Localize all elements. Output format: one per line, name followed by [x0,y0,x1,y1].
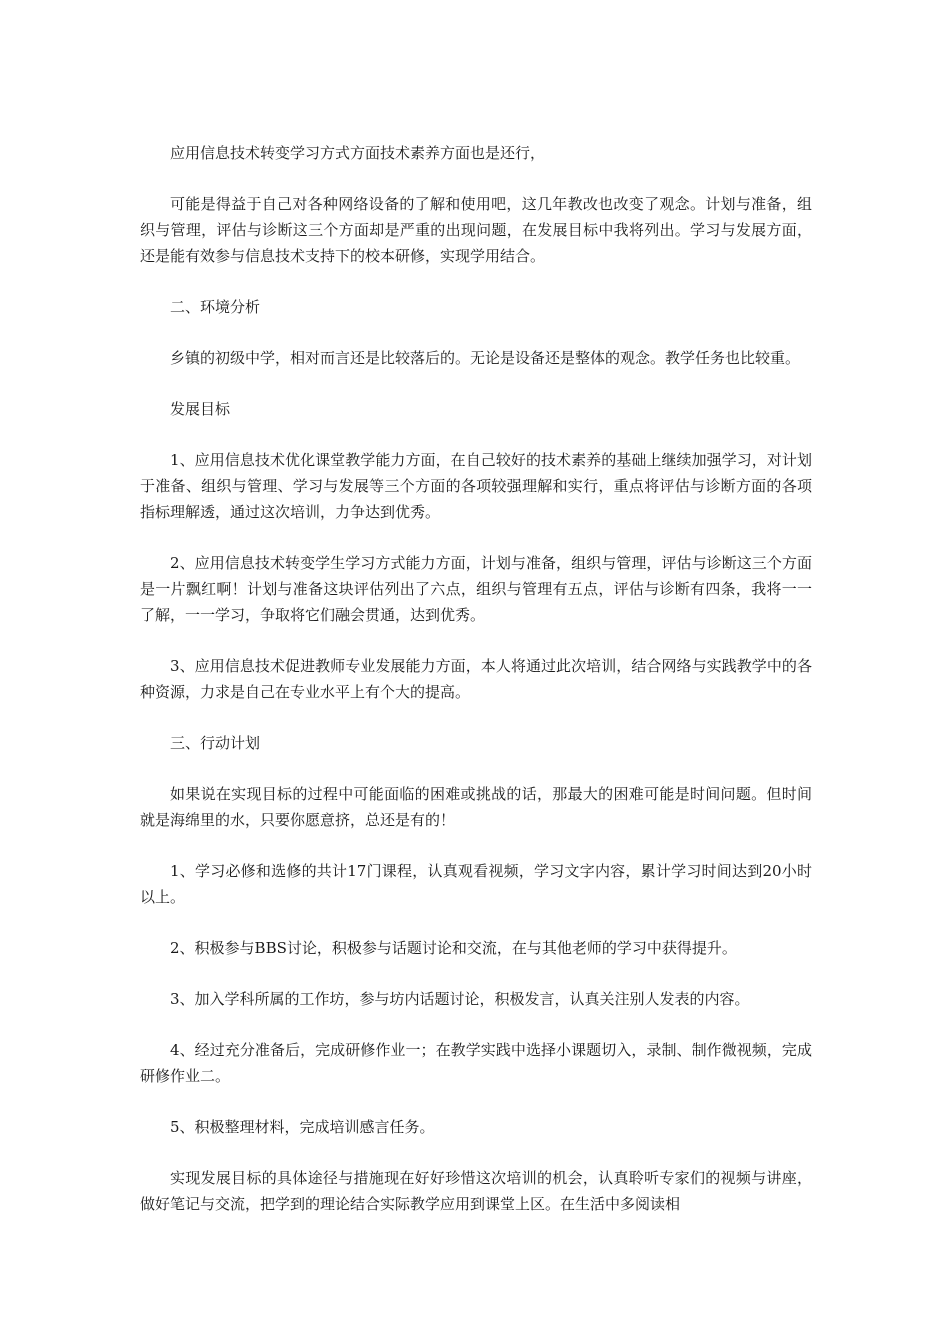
section-heading-action-plan: 三、行动计划 [170,734,261,752]
paragraph-self-assessment: 可能是得益于自己对各种网络设备的了解和使用吧，这几年教改也改变了观念。计划与准备，组织与管理，评估与诊断这三个方面却是严重的出现问题，在发展目标中我将列出。学习与发展方面，还是能有效参与信息技术支持下的校本研修，实现学用结合。 [140,195,812,265]
section-heading-development-goals: 发展目标 [170,400,231,418]
paragraph-goal-2: 2、应用信息技术转变学生学习方式能力方面，计划与准备，组织与管理，评估与诊断这三个方面是一片飘红啊！计划与准备这块评估列出了六点，组织与管理有五点，评估与诊断有四条，我将一一了解，一一学习，争取将它们融会贯通，达到优秀。 [140,554,812,624]
document-body [140,140,812,1242]
paragraph-goal-1: 1、应用信息技术优化课堂教学能力方面，在自己较好的技术素养的基础上继续加强学习，对计划于准备、组织与管理、学习与发展等三个方面的各项较强理解和实行，重点将评估与诊断方面的各项指标理解透，通过这次培训，力争达到优秀。 [140,451,812,521]
paragraph-action-1: 1、学习必修和选修的共计17门课程，认真观看视频，学习文字内容，累计学习时间达到20小时以上。 [140,862,812,906]
paragraph-challenges: 如果说在实现目标的过程中可能面临的困难或挑战的话，那最大的困难可能是时间问题。但时间就是海绵里的水，只要你愿意挤，总还是有的！ [140,785,812,829]
paragraph-action-2: 2、积极参与BBS讨论，积极参与话题讨论和交流，在与其他老师的学习中获得提升。 [170,939,737,957]
paragraph-action-3: 3、加入学科所属的工作坊，参与坊内话题讨论，积极发言，认真关注别人发表的内容。 [170,990,750,1008]
paragraph-environment: 乡镇的初级中学，相对而言还是比较落后的。无论是设备还是整体的观念。教学任务也比较重。 [170,349,801,367]
paragraph-intro-tech-literacy: 应用信息技术转变学习方式方面技术素养方面也是还行， [170,144,546,162]
paragraph-action-5: 5、积极整理材料，完成培训感言任务。 [170,1118,435,1136]
section-heading-environment-analysis: 二、环境分析 [170,298,261,316]
paragraph-action-4: 4、经过充分准备后，完成研修作业一；在教学实践中选择小课题切入，录制、制作微视频，完成研修作业二。 [140,1041,812,1085]
paragraph-goal-3: 3、应用信息技术促进教师专业发展能力方面，本人将通过此次培训，结合网络与实践教学中的各种资源，力求是自己在专业水平上有个大的提高。 [140,657,812,701]
paragraph-measures: 实现发展目标的具体途径与措施现在好好珍惜这次培训的机会，认真聆听专家们的视频与讲座，做好笔记与交流，把学到的理论结合实际教学应用到课堂上区。在生活中多阅读相 [140,1169,812,1213]
